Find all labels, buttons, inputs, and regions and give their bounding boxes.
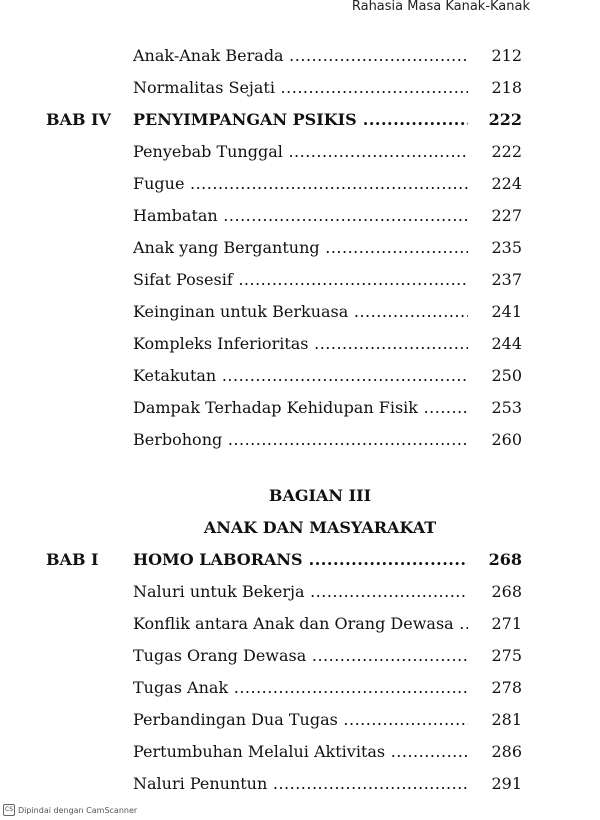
chapter-label: BAB I — [46, 550, 99, 569]
toc-entry-page: 218 — [491, 78, 522, 97]
toc-entry — [0, 360, 600, 392]
toc-entry-title: Perbandingan Dua Tugas ..... — [133, 704, 468, 736]
toc-entry — [0, 392, 600, 424]
toc-entry-page: 260 — [491, 430, 522, 449]
toc-entry-page: 212 — [491, 46, 522, 65]
toc-entry-title: Tugas Anak ..... — [133, 672, 468, 704]
toc-entry-title: Fugue ..... — [133, 168, 468, 200]
toc-entry — [0, 608, 600, 640]
toc-entry-page: 291 — [491, 774, 522, 793]
spacer — [0, 456, 600, 480]
toc-entry — [0, 640, 600, 672]
toc-entry-page: 244 — [491, 334, 522, 353]
chapter-title: PENYIMPANGAN PSIKIS ..... — [133, 104, 468, 136]
toc-entry — [0, 200, 600, 232]
toc-entry-page: 227 — [491, 206, 522, 225]
toc-entry-title: Anak-Anak Berada ..... — [133, 40, 468, 72]
toc-entry-page: 271 — [491, 614, 522, 633]
chapter-page: 222 — [488, 110, 522, 129]
toc-entry-page: 253 — [491, 398, 522, 417]
toc-entry — [0, 704, 600, 736]
toc-entry-title: Hambatan ..... — [133, 200, 468, 232]
toc-entry-title: Konflik antara Anak dan Orang Dewasa ..... — [133, 608, 468, 640]
toc-entry-title: Normalitas Sejati ..... — [133, 72, 468, 104]
chapter-heading — [0, 544, 600, 576]
toc-entry-title: Ketakutan ..... — [133, 360, 468, 392]
toc-entry — [0, 232, 600, 264]
toc-entry-title: Naluri Penuntun ..... — [133, 768, 468, 800]
toc-entry — [0, 576, 600, 608]
toc-entry-page: 224 — [491, 174, 522, 193]
toc-entry-title: Naluri untuk Bekerja ..... — [133, 576, 468, 608]
toc-entry-title: Sifat Posesif ..... — [133, 264, 468, 296]
toc-entry — [0, 768, 600, 800]
toc-entry-title: Berbohong ..... — [133, 424, 468, 456]
toc-entry-page: 278 — [491, 678, 522, 697]
toc-entry-page: 235 — [491, 238, 522, 257]
toc-entry — [0, 328, 600, 360]
running-header: Rahasia Masa Kanak-Kanak — [351, 0, 530, 14]
toc-entry — [0, 424, 600, 456]
toc-entry — [0, 40, 600, 72]
toc-entry — [0, 136, 600, 168]
toc-entry-page: 241 — [491, 302, 522, 321]
toc-entry-title: Dampak Terhadap Kehidupan Fisik ..... — [133, 392, 468, 424]
toc-entry-title: Tugas Orang Dewasa ..... — [133, 640, 468, 672]
toc-entry-page: 275 — [491, 646, 522, 665]
table-of-contents — [0, 40, 600, 800]
toc-entry — [0, 264, 600, 296]
toc-entry-title: Pertumbuhan Melalui Aktivitas ..... — [133, 736, 468, 768]
part-title: ANAK DAN MASYARAKAT — [203, 518, 437, 537]
chapter-page: 268 — [488, 550, 522, 569]
toc-entry-page: 222 — [491, 142, 522, 161]
watermark-text: Dipindai dengan CamScanner — [18, 805, 138, 815]
toc-entry — [0, 296, 600, 328]
chapter-label: BAB IV — [46, 110, 111, 129]
toc-entry-page: 286 — [491, 742, 522, 761]
toc-entry-title: Penyebab Tunggal ..... — [133, 136, 468, 168]
toc-entry-title: Kompleks Inferioritas ..... — [133, 328, 468, 360]
chapter-title: HOMO LABORANS ..... — [133, 544, 468, 576]
toc-entry-title: Keinginan untuk Berkuasa ..... — [133, 296, 468, 328]
scanner-watermark — [3, 804, 137, 816]
camscanner-logo-icon: CS — [3, 804, 15, 816]
toc-entry-page: 237 — [491, 270, 522, 289]
toc-entry-page: 250 — [491, 366, 522, 385]
toc-entry-page: 281 — [491, 710, 522, 729]
toc-entry-title: Anak yang Bergantung ..... — [133, 232, 468, 264]
chapter-heading — [0, 104, 600, 136]
toc-entry — [0, 736, 600, 768]
part-label: BAGIAN III — [268, 486, 372, 505]
toc-entry — [0, 72, 600, 104]
toc-entry — [0, 168, 600, 200]
toc-entry-page: 268 — [491, 582, 522, 601]
toc-entry — [0, 672, 600, 704]
